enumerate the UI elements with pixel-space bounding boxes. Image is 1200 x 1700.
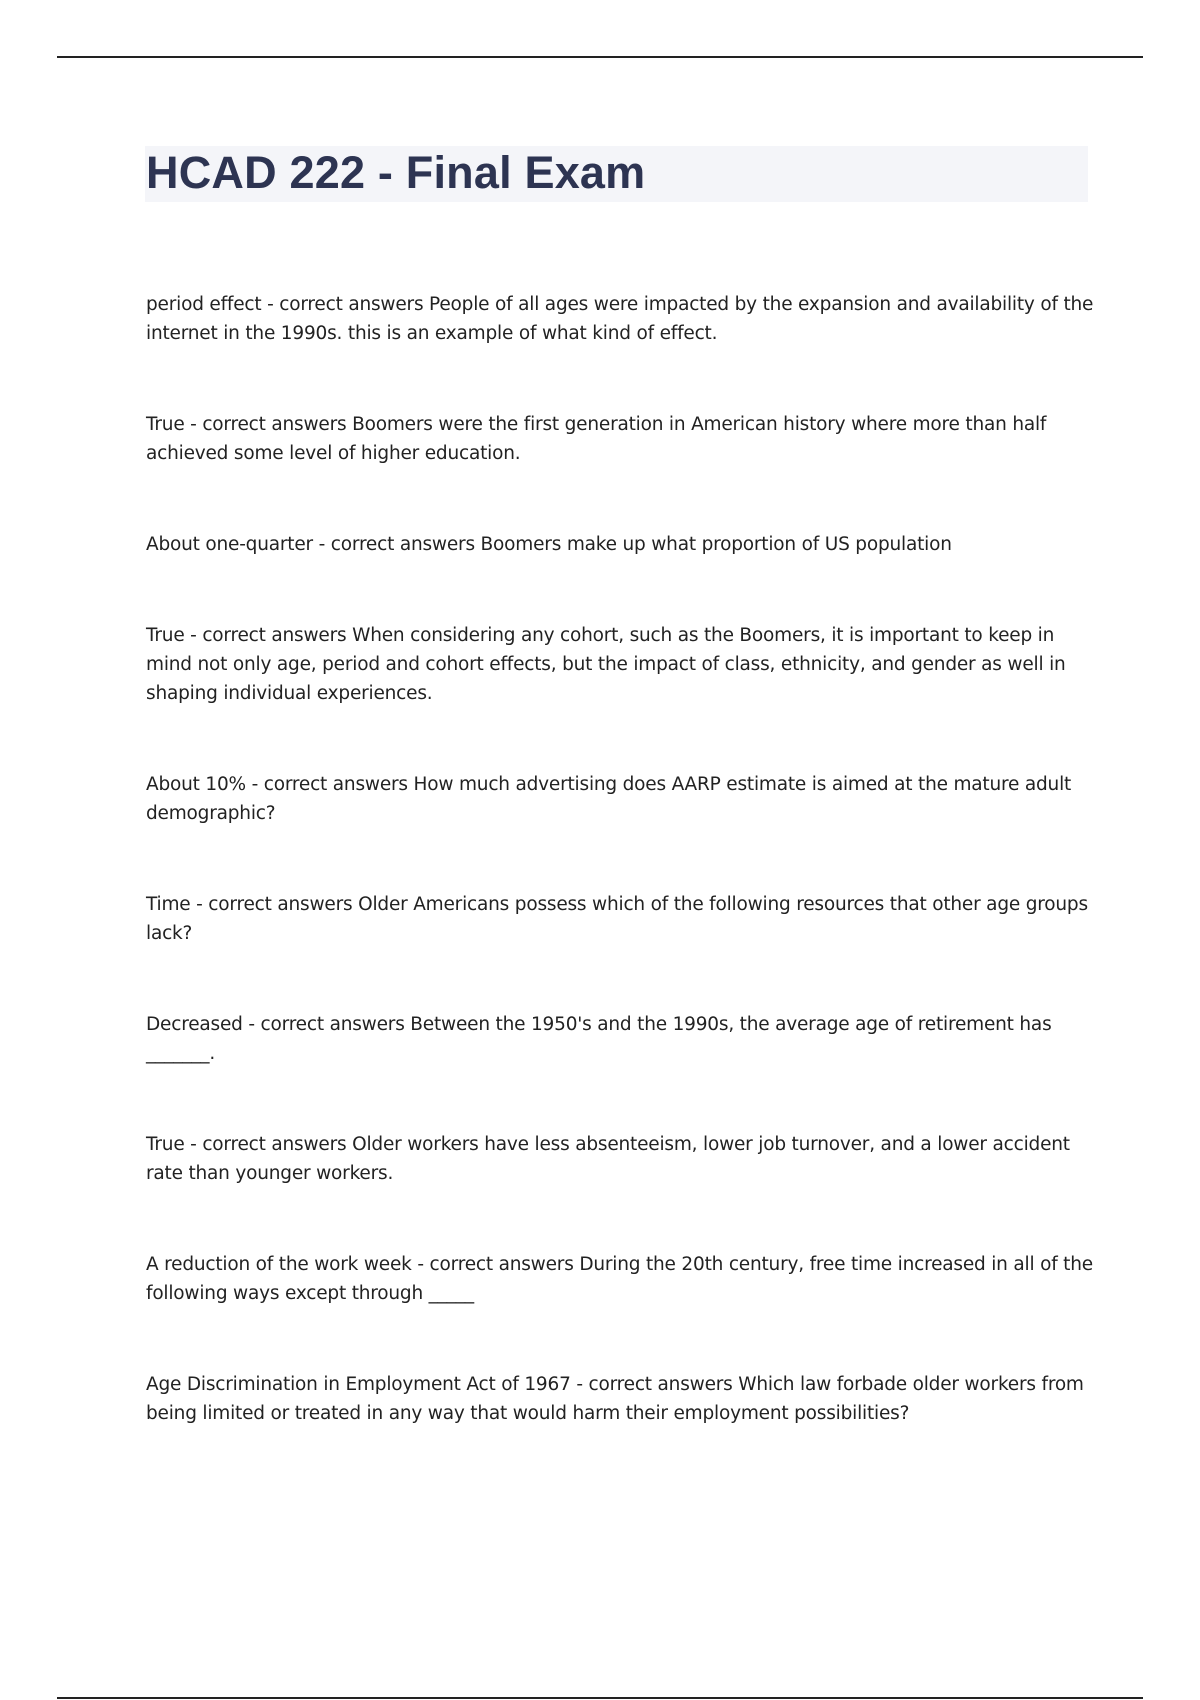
qa-item: About 10% - correct answers How much advertising does AARP estimate is aimed at the mature adult demographic? [146, 774, 1072, 824]
qa-item: True - correct answers Older workers have less absenteeism, lower job turnover, and a lower accident rate than younger workers. [146, 1134, 1070, 1184]
qa-list [146, 290, 1096, 1490]
qa-item: A reduction of the work week - correct answers During the 20th century, free time increased in all of the following ways except through _____ [146, 1254, 1093, 1304]
header-rule [57, 56, 1143, 58]
qa-item: True - correct answers When considering any cohort, such as the Boomers, it is important to keep in mind not only age, period and cohort effects, but the impact of class, ethnicity, and gender as well in shaping individual experiences. [146, 625, 1066, 704]
qa-item: About one-quarter - correct answers Boomers make up what proportion of US population [146, 534, 952, 555]
qa-item: Age Discrimination in Employment Act of 1967 - correct answers Which law forbade older workers from being limited or treated in any way that would harm their employment possibilities? [146, 1374, 1084, 1424]
qa-item: Decreased - correct answers Between the 1950's and the 1990s, the average age of retirement has _______. [146, 1014, 1052, 1064]
qa-item: Time - correct answers Older Americans possess which of the following resources that other age groups lack? [146, 894, 1088, 944]
footer-rule [57, 1697, 1143, 1699]
qa-item: period effect - correct answers People of all ages were impacted by the expansion and availability of the internet in the 1990s. this is an example of what kind of effect. [146, 294, 1094, 344]
page-title: HCAD 222 - Final Exam [146, 147, 646, 198]
qa-item: True - correct answers Boomers were the first generation in American history where more than half achieved some level of higher education. [146, 414, 1047, 464]
